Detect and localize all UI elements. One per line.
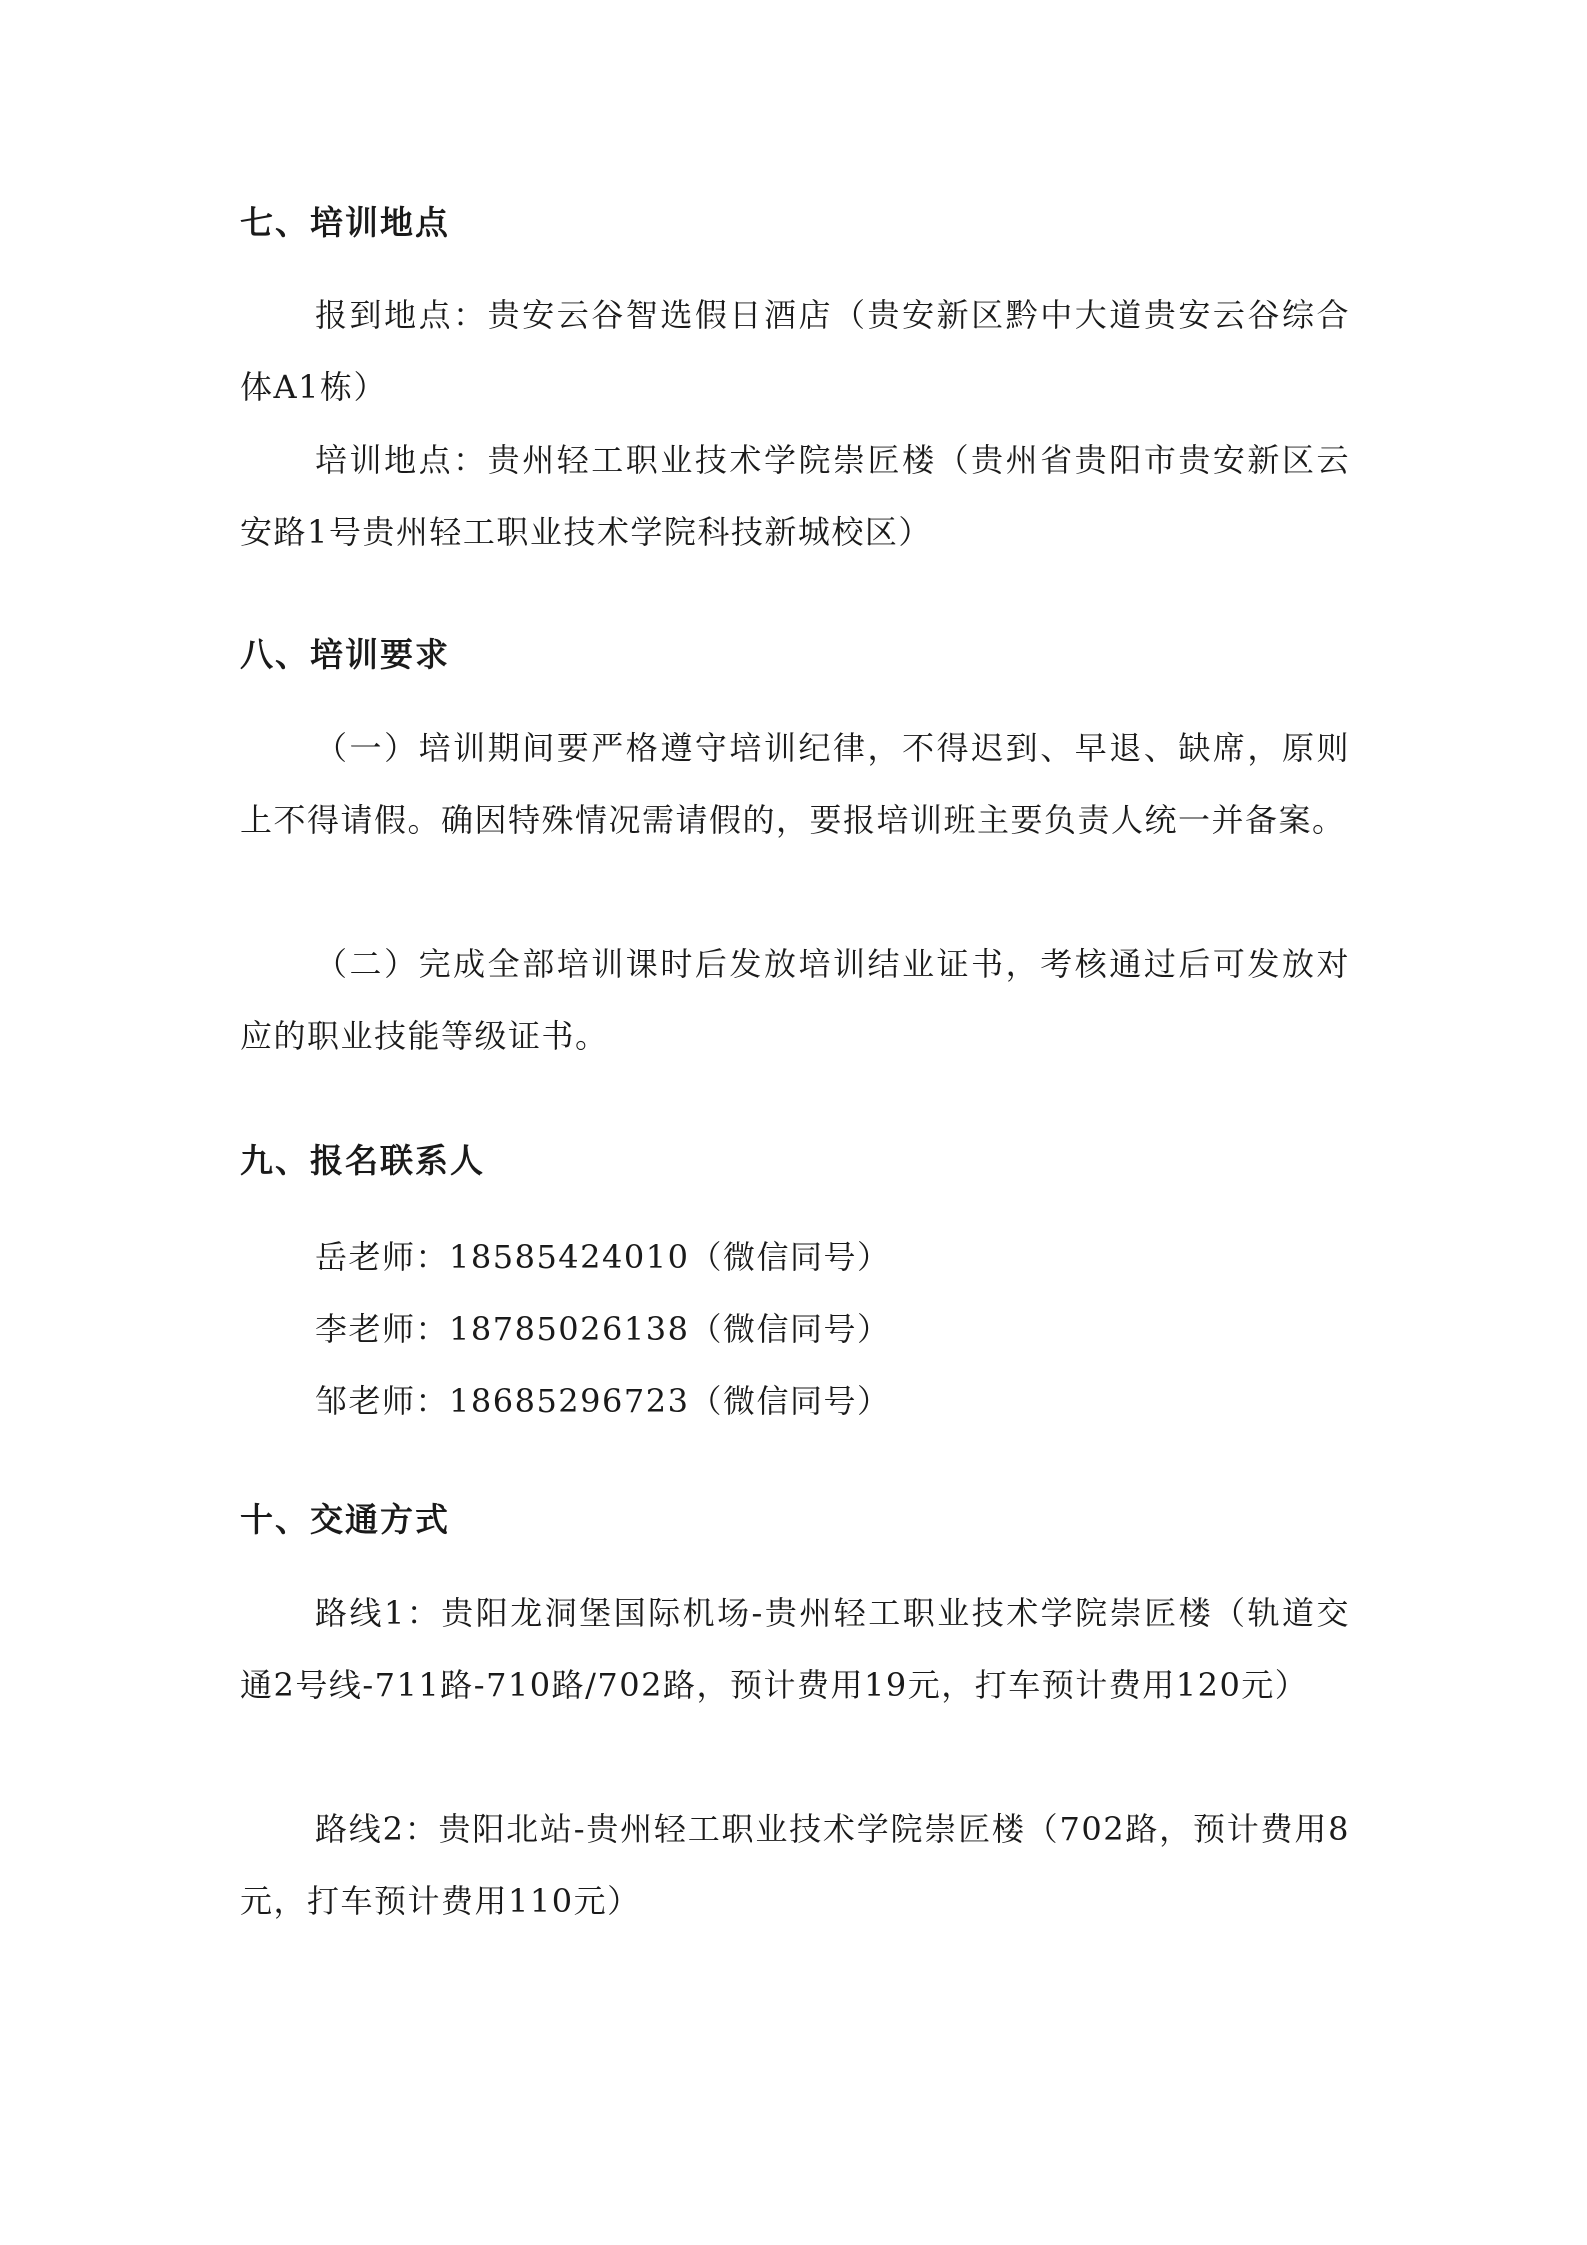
paragraph-route-1: 路线1：贵阳龙洞堡国际机场-贵州轻工职业技术学院崇匠楼（轨道交通2号线-711路-710路/702路，预计费用19元，打车预计费用120元）: [240, 1594, 1350, 1704]
paragraph-training-location: 培训地点：贵州轻工职业技术学院崇匠楼（贵州省贵阳市贵安新区云安路1号贵州轻工职业技术学院科技新城校区）: [240, 441, 1350, 551]
contact-line-zou: 邹老师：18685296723（微信同号）: [315, 1382, 891, 1420]
paragraph-requirement-2: （二）完成全部培训课时后发放培训结业证书，考核通过后可发放对应的职业技能等级证书。: [240, 945, 1350, 1055]
paragraph-route-2: 路线2：贵阳北站-贵州轻工职业技术学院崇匠楼（702路，预计费用8元，打车预计费用110元）: [240, 1810, 1350, 1920]
section-heading-transportation: 十、交通方式: [240, 1500, 450, 1539]
section-heading-training-requirements: 八、培训要求: [240, 635, 450, 674]
paragraph-checkin-location: 报到地点：贵安云谷智选假日酒店（贵安新区黔中大道贵安云谷综合体A1栋）: [240, 296, 1350, 406]
paragraph-requirement-1: （一）培训期间要严格遵守培训纪律，不得迟到、早退、缺席，原则上不得请假。确因特殊情况需请假的，要报培训班主要负责人统一并备案。: [240, 729, 1350, 839]
section-heading-registration-contacts: 九、报名联系人: [240, 1141, 485, 1180]
contact-line-yue: 岳老师：18585424010（微信同号）: [315, 1238, 891, 1276]
contact-line-li: 李老师：18785026138（微信同号）: [315, 1310, 891, 1348]
section-heading-training-location: 七、培训地点: [240, 203, 450, 242]
